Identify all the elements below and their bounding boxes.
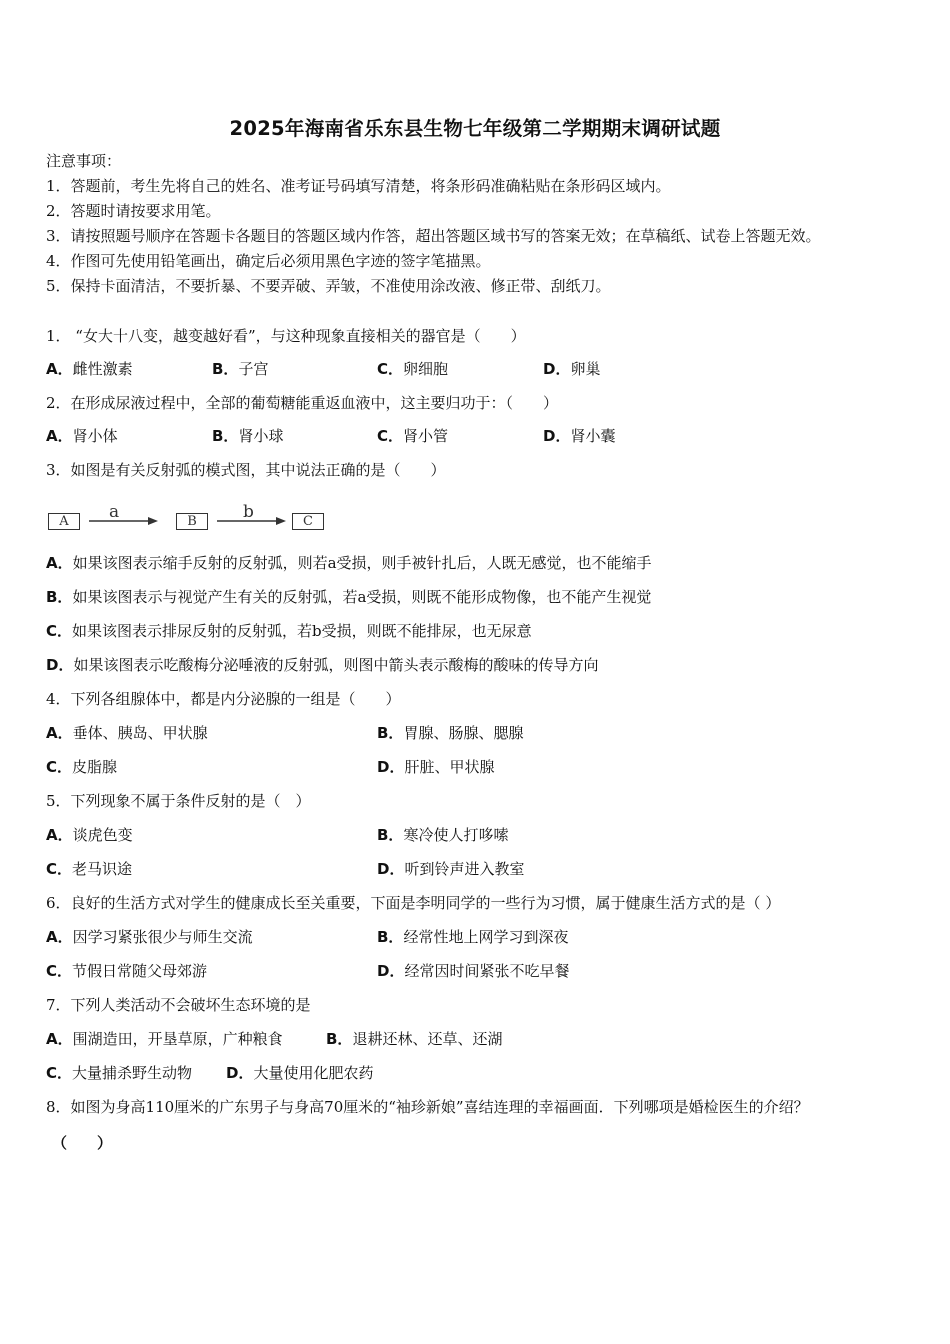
q2-option-a: A．肾小体 [46,427,118,445]
q7-option-a: A．围湖造田，开垦草原，广种粮食 [46,1030,283,1048]
notice-item: 1．答题前，考生先将自己的姓名、准考证号码填写清楚，将条形码准确粘贴在条形码区域内。 [46,177,671,195]
q1-option-d: D．卵巢 [543,360,601,378]
q3-option-c: C．如果该图表示排尿反射的反射弧，若b受损，则既不能排尿，也无尿意 [46,622,532,640]
q2-option-d: D．肾小囊 [543,427,616,445]
q2-option-c: C．肾小管 [377,427,449,445]
question-4-stem: 4．下列各组腺体中，都是内分泌腺的一组是（ ） [46,690,401,708]
q5-option-d: D．听到铃声进入教室 [377,860,525,878]
arrow-right-icon [216,511,288,525]
arrow-right-icon [88,511,160,525]
question-6-stem: 6．良好的生活方式对学生的健康成长至关重要，下面是李明同学的一些行为习惯，属于健康生活方式的是（ ） [46,894,781,912]
q5-option-b: B．寒冷使人打哆嗦 [377,826,509,844]
notice-item: 2．答题时请按要求用笔。 [46,202,221,220]
notice-item: 3．请按照题号顺序在答题卡各题目的答题区域内作答，超出答题区域书写的答案无效；在草稿纸、试卷上答题无效。 [46,227,821,245]
question-8-stem: 8．如图为身高110厘米的广东男子与身高70厘米的“袖珍新娘”喜结连理的幸福画面．下列哪项是婚检医生的介绍？ [46,1098,809,1116]
q4-option-b: B．胃腺、肠腺、腮腺 [377,724,524,742]
question-7-stem: 7．下列人类活动不会破坏生态环境的是 [46,996,311,1014]
q7-option-d: D．大量使用化肥农药 [226,1064,374,1082]
q2-option-b: B．肾小球 [212,427,284,445]
q3-option-d: D．如果该图表示吃酸梅分泌唾液的反射弧，则图中箭头表示酸梅的酸味的传导方向 [46,656,599,674]
q6-option-a: A．因学习紧张很少与师生交流 [46,928,253,946]
page-title: 2025年海南省乐东县生物七年级第二学期期末调研试题 [229,117,721,140]
diagram-box-c: C [292,513,324,530]
diagram-arrow-label-a: a [109,502,120,522]
question-2-stem: 2．在形成尿液过程中，全部的葡萄糖能重返血液中，这主要归功于：（ ） [46,394,559,412]
q1-option-a: A．雌性激素 [46,360,133,378]
diagram-box-a: A [48,513,80,530]
notice-heading: 注意事项： [46,152,122,170]
q4-option-c: C．皮脂腺 [46,758,118,776]
q7-option-b: B．退耕还林、还草、还湖 [326,1030,503,1048]
notice-item: 4．作图可先使用铅笔画出，确定后必须用黑色字迹的签字笔描黑。 [46,252,491,270]
question-3-stem: 3．如图是有关反射弧的模式图，其中说法正确的是（ ） [46,461,446,479]
q5-option-c: C．老马识途 [46,860,133,878]
q7-option-c: C．大量捕杀野生动物 [46,1064,193,1082]
question-8-answer-blank: （ ） [52,1134,113,1152]
q6-option-b: B．经常性地上网学习到深夜 [377,928,569,946]
diagram-box-b: B [176,513,208,530]
q6-option-d: D．经常因时间紧张不吃早餐 [377,962,570,980]
question-5-stem: 5．下列现象不属于条件反射的是（ ） [46,792,311,810]
q4-option-a: A．垂体、胰岛、甲状腺 [46,724,208,742]
diagram-arrow-label-b: b [243,502,254,522]
notice-item: 5．保持卡面清洁，不要折暴、不要弄破、弄皱，不准使用涂改液、修正带、刮纸刀。 [46,277,611,295]
q1-option-b: B．子宫 [212,360,269,378]
q6-option-c: C．节假日常随父母郊游 [46,962,208,980]
q5-option-a: A．谈虎色变 [46,826,133,844]
q1-option-c: C．卵细胞 [377,360,449,378]
q3-option-b: B．如果该图表示与视觉产生有关的反射弧，若a受损，则既不能形成物像，也不能产生视觉 [46,588,652,606]
q4-option-d: D．肝脏、甲状腺 [377,758,495,776]
q3-option-a: A．如果该图表示缩手反射的反射弧，则若a受损，则手被针扎后，人既无感觉，也不能缩手 [46,554,652,572]
question-1-stem: 1． “女大十八变，越变越好看”，与这种现象直接相关的器官是（ ） [46,327,526,345]
